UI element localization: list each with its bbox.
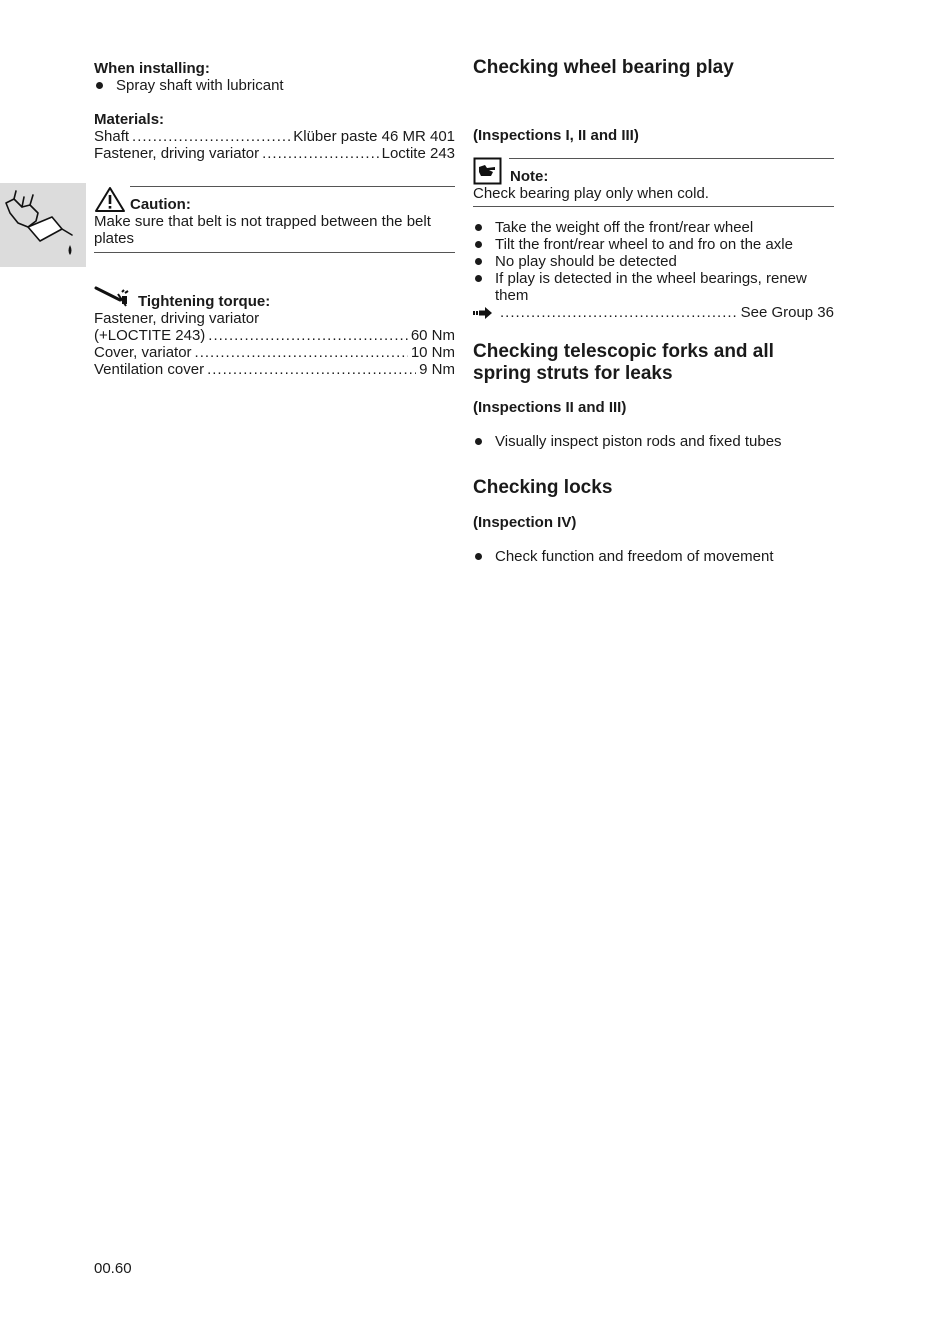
inspections-label: (Inspections II and III) (473, 399, 627, 416)
section-title: Checking wheel bearing play (473, 57, 734, 78)
reference-value: See Group 36 (740, 304, 834, 321)
torque-heading: Tightening torque: (138, 293, 271, 310)
left-column (94, 60, 455, 378)
bullet-icon (473, 433, 495, 450)
material-value: Klüber paste 46 MR 401 (293, 128, 455, 145)
divider (509, 158, 834, 159)
note-header (473, 157, 834, 185)
caution-heading: Caution: (130, 196, 191, 213)
note-text: Check bearing play only when cold. (473, 185, 709, 202)
torque-value: 60 Nm (410, 327, 455, 344)
torque-label: Cover, variator (94, 344, 192, 361)
list-item (94, 77, 455, 94)
leader-dots (262, 145, 379, 162)
warning-triangle-icon (94, 186, 126, 213)
leader-dots (132, 128, 290, 145)
page-number: 00.60 (94, 1260, 132, 1277)
divider (130, 186, 455, 187)
torque-label: (+LOCTITE 243) (94, 327, 206, 344)
torque-value: 9 Nm (419, 361, 455, 378)
list-item-text: Tilt the front/rear wheel to and fro on the axle (495, 236, 793, 253)
torque-value: 10 Nm (410, 344, 455, 361)
list-item-text: Take the weight off the front/rear wheel (495, 219, 754, 236)
note-heading: Note: (510, 168, 549, 185)
torque-row (94, 361, 455, 378)
lubrication-hand-icon (0, 183, 86, 267)
divider (94, 252, 455, 253)
bullet-list (473, 219, 834, 323)
leader-dots (195, 344, 408, 361)
list-item-text: No play should be detected (495, 253, 677, 270)
material-row (94, 128, 455, 145)
bullet-icon (473, 270, 495, 304)
materials-heading: Materials: (94, 111, 165, 128)
list-item (473, 433, 834, 450)
torque-row (94, 344, 455, 361)
torque-label: Ventilation cover (94, 361, 205, 378)
material-value: Loctite 243 (381, 145, 455, 162)
list-item (473, 548, 834, 565)
arrow-reference-icon (473, 304, 497, 323)
torque-header (94, 284, 455, 310)
list-item-text: Check function and freedom of movement (495, 548, 774, 565)
leader-dots (207, 361, 416, 378)
right-column (473, 57, 834, 565)
note-hand-icon (473, 157, 503, 185)
material-row (94, 145, 455, 162)
material-label: Shaft (94, 128, 130, 145)
section-title: Checking telescopic forks and all spring struts for leaks (473, 341, 774, 384)
list-item (473, 219, 834, 236)
bullet-icon (473, 219, 495, 236)
leader-dots (500, 304, 738, 323)
torque-first-line: Fastener, driving variator (94, 310, 260, 327)
inspections-label: (Inspection IV) (473, 514, 577, 531)
list-item (473, 270, 834, 304)
reference-row (473, 304, 834, 323)
list-item-text: Spray shaft with lubricant (116, 77, 284, 94)
inspections-label: (Inspections I, II and III) (473, 127, 639, 144)
bullet-icon (473, 253, 495, 270)
note-box (473, 157, 834, 207)
lubrication-tab (0, 183, 86, 267)
bullet-icon (473, 548, 495, 565)
list-item-text: Visually inspect piston rods and fixed tubes (495, 433, 782, 450)
leader-dots (208, 327, 408, 344)
bullet-icon (473, 236, 495, 253)
list-item (473, 253, 834, 270)
list-item-text: If play is detected in the wheel bearings, renew them (495, 270, 807, 304)
installing-heading: When installing: (94, 60, 210, 77)
bullet-icon (94, 77, 116, 94)
caution-text: Make sure that belt is not trapped between the belt plates (94, 213, 431, 247)
material-label: Fastener, driving variator (94, 145, 260, 162)
torque-row (94, 327, 455, 344)
divider (473, 206, 834, 207)
list-item (473, 236, 834, 253)
torque-wrench-icon (94, 284, 134, 310)
section-title: Checking locks (473, 477, 613, 498)
caution-box (94, 175, 455, 253)
caution-header (94, 186, 455, 213)
